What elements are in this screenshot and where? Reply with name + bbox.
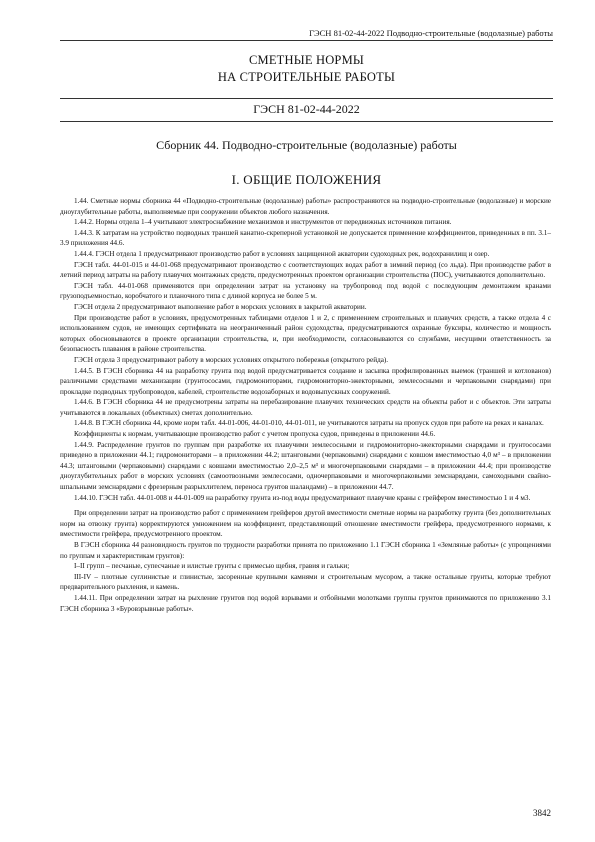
paragraph: В ГЭСН сборника 44 разновидность грунтов по трудности разработки принята по приложению 1.1 ГЭСН сборника 1 «Земляные работы» (с упрощениями по группам и характеристикам грунтов):: [60, 541, 551, 560]
paragraph: При производстве работ в условиях, предусмотренных таблицами отделов 1 и 2, с применением строительных и плавучих средств, а также отдела 4 с использованием судов, не имеющих сертификата на неограниченный район судоходства, предусматриваются охранные буксиры, количество и мощность которых обосновываются в проекте организации строительства, и, при необходимости, согласовываются со службами, несущими ответственность за безопасность плавания в районе строительства.: [60, 313, 551, 354]
document-code: ГЭСН 81-02-44-2022: [253, 102, 360, 116]
paragraph: Коэффициенты к нормам, учитывающие производство работ с учетом пропуска судов, приведены в приложении 44.6.: [74, 430, 436, 439]
paragraph: 1.44.11. При определении затрат на рыхление грунтов под водой взрывами и отбойными молотками группы грунтов принимаются по приложению 3.1 ГЭСН сборника 3 «Буровзрывные работы».: [60, 593, 551, 613]
paragraph: 1.44.2. Нормы отдела 1–4 учитывают электроснабжение механизмов и инструментов от передвижных источников питания.: [74, 218, 452, 227]
title-line-2: НА СТРОИТЕЛЬНЫЕ РАБОТЫ: [217, 70, 396, 84]
body-text: [60, 196, 551, 614]
paragraph: 1.44.3. К затратам на устройство подводных траншей канатно-скреперной установкой не допускается применение коэффициентов, приведенных в пп. 3.1–3.9 приложения 44.6.: [60, 228, 551, 248]
paragraph: 1.44.9. Распределение грунтов по группам при разработке их плавучими землесосными и гидромониторно-эжекторными снарядами и грунтососами приведено в приложении 44.1; гидромониторами – в приложении 44.2; штанговыми (черпаковыми) снарядами с ковшом вместимостью 4,0 м³ – в приложении 44.3; штанговыми (черпаковыми) снарядами с ковшами вместимостью 2,0–2,5 м³ и многочерпаковыми снарядами – в приложении 44.4; при производстве дноуглубительных работ в морских условиях (самоотвозными землесосами, одночерпаковыми и многочерпаковыми земснарядами, самоходными свайно-шпальными земснарядами с фрезерным разрыхлителем, переноса грунтов шаландами) – в приложении 44.7.: [60, 440, 551, 492]
title-rule: [60, 98, 553, 99]
paragraph: I–II групп – песчаные, супесчаные и илистые грунты с примесью щебня, гравия и гальки;: [74, 562, 350, 571]
header-rule: [60, 40, 553, 41]
paragraph: ГЭСН табл. 44-01-068 применяются при определении затрат на установку на трубопровод под водой с последующим демонтажем кранами грузоподъемностью, коробчатого и планочного типа с длиной корпуса не более 5 м.: [60, 281, 551, 301]
paragraph: ГЭСН табл. 44-01-015 и 44-01-068 предусматривают производство с соответствующих водах работ в зимний период (со льда). При производстве работ в летний период затраты на работу плавучих монтажных средств, предусмотренных проектом организации строительства (ПОС), учитываются дополнительно.: [60, 260, 551, 280]
paragraph: 1.44.5. В ГЭСН сборника 44 на разработку грунта под водой предусматривается создание и засыпка профилированных выемок (траншей и котлованов) различными средствами механизации (грунтососами, гидромониторами, гидромониторно-эжекторными, землесосными и черпаковыми снарядами) при прокладке подводных трубопроводов, кабелей, строительстве водозаборных и водовыпускных сооружений.: [60, 366, 551, 396]
paragraph: 1.44.4. ГЭСН отдела 1 предусматривают производство работ в условиях защищенной акватории судоходных рек, водохранилищ и озер.: [74, 249, 490, 258]
page-number: 3842: [533, 808, 551, 818]
running-header: ГЭСН 81-02-44-2022 Подводно-строительные (водолазные) работы: [309, 28, 553, 38]
title-line-1: СМЕТНЫЕ НОРМЫ: [248, 53, 365, 67]
paragraph: 1.44.10. ГЭСН табл. 44-01-008 и 44-01-009 на разработку грунта из-под воды предусматривают плавучие краны с грейфером вместимостью 1 и 4 м3.: [74, 493, 531, 502]
section-title: I. ОБЩИЕ ПОЛОЖЕНИЯ: [231, 172, 382, 187]
paragraph: 1.44.6. В ГЭСН сборника 44 не предусмотрены затраты на перебазирование плавучих технических средств на объекты работ и с объектов. Эти затраты учитываются в локальных (объектных) сметах дополнительно.: [60, 398, 551, 417]
code-rule: [60, 121, 553, 122]
paragraph: При определении затрат на производство работ с применением грейферов другой вместимости сметные нормы на разработку грунта (без дополнительных норм на отвозку грунта) корректируются умножением на коэффициент, представляющий отношение вместимости грейфера, предусмотренного нормами, к вместимости грейфера, предусмотренного проектом.: [60, 509, 551, 539]
paragraph: ГЭСН отдела 2 предусматривают выполнение работ в морских условиях в закрытой акватории.: [74, 302, 367, 311]
title-block: [60, 52, 553, 86]
collection-title: Сборник 44. Подводно-строительные (водолазные) работы: [156, 138, 457, 152]
paragraph: III-IV – плотные суглинистые и глинистые, засоренные крупными камнями и строительным мусором, а также остальные грунты, которые требуют предварительного рыхления, и камень.: [60, 572, 551, 592]
paragraph: 1.44.8. В ГЭСН сборника 44, кроме норм табл. 44-01-006, 44-01-010, 44-01-011, не учитываются затраты на пропуск судов при работе на реках и каналах.: [74, 419, 544, 428]
paragraph: ГЭСН отдела 3 предусматривают работу в морских условиях открытого побережья (открытого рейда).: [74, 355, 389, 364]
paragraph: 1.44. Сметные нормы сборника 44 «Подводно-строительные (водолазные) работы» распространяются на подводно-строительные (водолазные) и морские дноуглубительные работы, выполняемые при сооружении объектов любого назначения.: [60, 197, 551, 216]
